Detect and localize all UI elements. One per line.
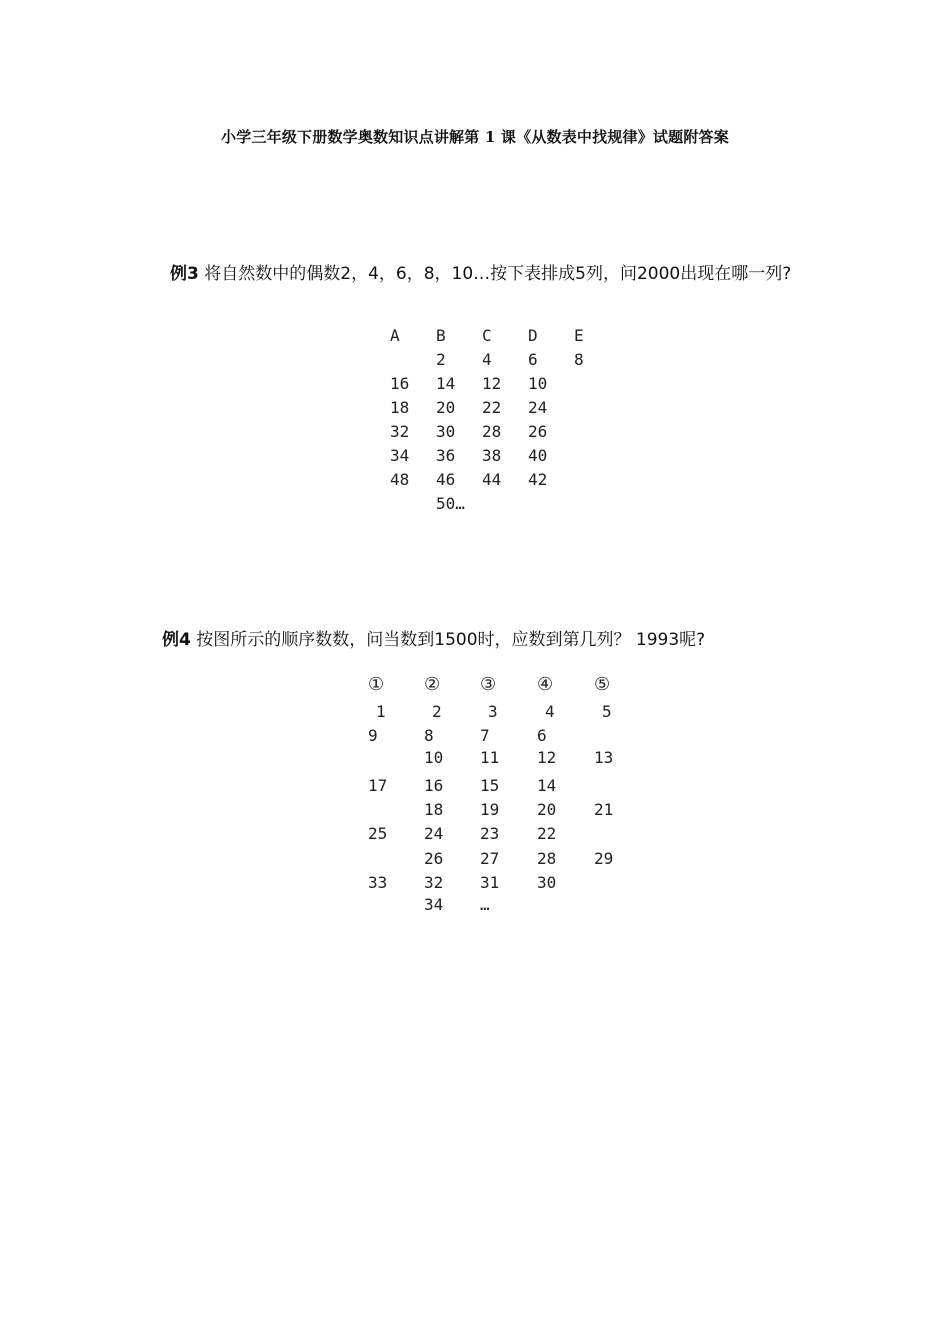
example4-table-cell: 10 [424, 748, 444, 767]
example4-column-header: ② [424, 674, 441, 695]
example4-table-cell: 21 [594, 800, 614, 819]
example3-table-cell: 30 [436, 422, 456, 441]
example3-table-cell: 16 [390, 374, 410, 393]
example3-column-header: E [574, 326, 584, 345]
page-title: 小学三年级下册数学奥数知识点讲解第 1 课《从数表中找规律》试题附答案 [221, 128, 729, 146]
example3-table-cell: 28 [482, 422, 502, 441]
example3-table-cell: 24 [528, 398, 548, 417]
example3-table-cell: 8 [574, 350, 584, 369]
example4-table-cell: 9 [368, 726, 378, 745]
example-3-text: 将自然数中的偶数2，4，6，8，10…按下表排成5列，问2000出现在哪一列? [198, 264, 792, 284]
example3-table-cell: 26 [528, 422, 548, 441]
example4-table-cell: 20 [537, 800, 557, 819]
example4-table-cell: 18 [424, 800, 444, 819]
example4-table-cell: 4 [545, 702, 555, 721]
example4-table-cell: 7 [480, 726, 490, 745]
example4-table-cell: 29 [594, 849, 614, 868]
example3-column-header: B [436, 326, 446, 345]
example3-table-cell: 32 [390, 422, 410, 441]
example3-table-cell: 40 [528, 446, 548, 465]
example4-table-cell: 14 [537, 776, 557, 795]
example-3-label: 例3 [170, 264, 199, 284]
example-4-label: 例4 [162, 630, 191, 650]
example4-table-cell: 32 [424, 873, 444, 892]
example-4-question [162, 628, 842, 652]
example4-table-cell: 13 [594, 748, 614, 767]
example3-table-cell: 36 [436, 446, 456, 465]
example4-table-cell: 30 [537, 873, 557, 892]
example3-table-cell: 14 [436, 374, 456, 393]
example4-column-header: ③ [480, 674, 497, 695]
example4-table-cell: 3 [488, 702, 498, 721]
example4-column-header: ① [368, 674, 385, 695]
example4-table-cell: 31 [480, 873, 500, 892]
example4-table-cell: 28 [537, 849, 557, 868]
example4-table-cell: 16 [424, 776, 444, 795]
example3-table-cell: 44 [482, 470, 502, 489]
example3-table-cell: 12 [482, 374, 502, 393]
example4-column-header: ④ [537, 674, 554, 695]
example3-column-header: C [482, 326, 492, 345]
example3-column-header: A [390, 326, 400, 345]
example4-table-cell: 15 [480, 776, 500, 795]
example4-table-cell: 27 [480, 849, 500, 868]
example4-table-cell: 23 [480, 824, 500, 843]
example3-table-cell: 34 [390, 446, 410, 465]
example4-table-cell: … [480, 895, 490, 914]
example3-column-header: D [528, 326, 538, 345]
example-3-question [170, 262, 810, 286]
example4-table-cell: 26 [424, 849, 444, 868]
example3-table-cell: 38 [482, 446, 502, 465]
example4-table-cell: 5 [602, 702, 612, 721]
example4-table-cell: 12 [537, 748, 557, 767]
example3-table-cell: 50… [436, 494, 465, 513]
example4-table-cell: 34 [424, 895, 444, 914]
example3-table-cell: 22 [482, 398, 502, 417]
example4-table-cell: 8 [424, 726, 434, 745]
example4-table-cell: 33 [368, 873, 388, 892]
example3-table-cell: 48 [390, 470, 410, 489]
example4-table-cell: 6 [537, 726, 547, 745]
example3-table-cell: 10 [528, 374, 548, 393]
example3-table-cell: 6 [528, 350, 538, 369]
example3-table-cell: 46 [436, 470, 456, 489]
example4-table-cell: 19 [480, 800, 500, 819]
example4-table-cell: 11 [480, 748, 500, 767]
example4-table-cell: 1 [376, 702, 386, 721]
example4-table-cell: 22 [537, 824, 557, 843]
example3-table-cell: 2 [436, 350, 446, 369]
example4-table-cell: 24 [424, 824, 444, 843]
example3-table-cell: 42 [528, 470, 548, 489]
example4-table-cell: 25 [368, 824, 388, 843]
example4-table-cell: 2 [432, 702, 442, 721]
example4-table-cell: 17 [368, 776, 388, 795]
example3-table-cell: 20 [436, 398, 456, 417]
example3-table-cell: 4 [482, 350, 492, 369]
example4-column-header: ⑤ [594, 674, 611, 695]
example-4-text: 按图所示的顺序数数，问当数到1500时，应数到第几列？ 1993呢? [190, 630, 706, 650]
example3-table-cell: 18 [390, 398, 410, 417]
